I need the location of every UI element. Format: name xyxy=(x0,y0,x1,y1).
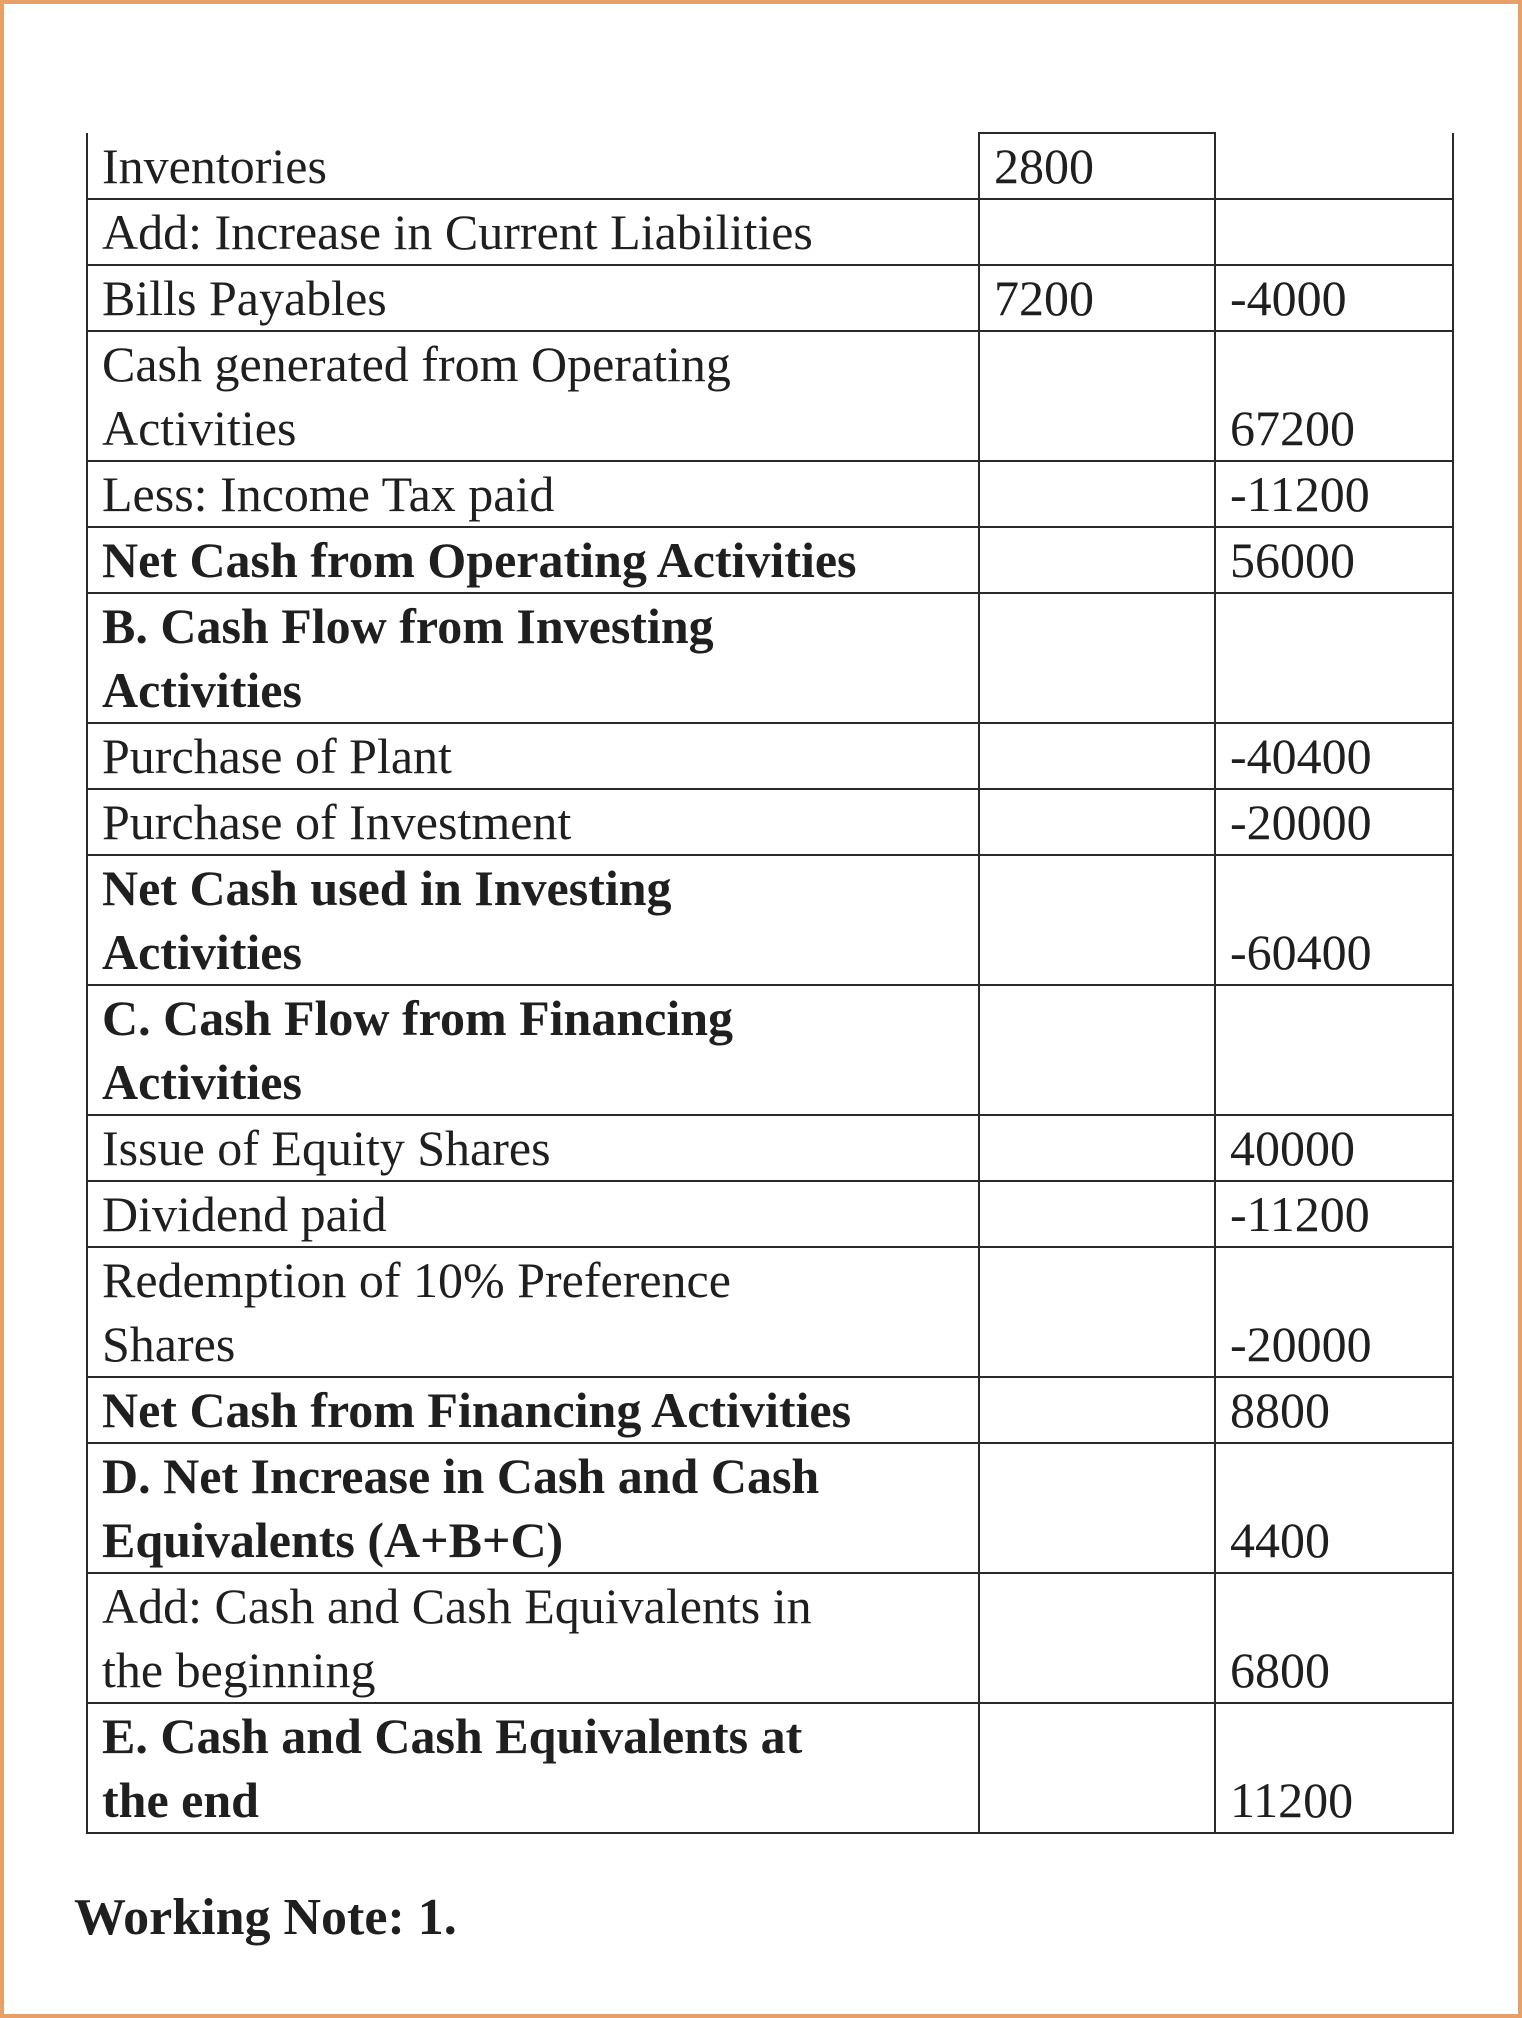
table-row xyxy=(87,1703,1453,1833)
row-amount xyxy=(1215,133,1453,199)
row-label: Issue of Equity Shares xyxy=(87,1115,979,1181)
table-row xyxy=(87,331,1453,461)
table-row xyxy=(87,1181,1453,1247)
row-mid-amount xyxy=(979,723,1215,789)
row-mid-amount xyxy=(979,1377,1215,1443)
row-mid-amount xyxy=(979,199,1215,265)
row-label: Dividend paid xyxy=(87,1181,979,1247)
table-row xyxy=(87,265,1453,331)
row-mid-amount: 7200 xyxy=(979,265,1215,331)
row-mid-amount xyxy=(979,789,1215,855)
row-mid-amount xyxy=(979,1443,1215,1573)
row-mid-amount xyxy=(979,593,1215,723)
table-row xyxy=(87,855,1453,985)
row-amount: 11200 xyxy=(1215,1703,1453,1833)
row-mid-amount xyxy=(979,855,1215,985)
row-mid-amount xyxy=(979,331,1215,461)
row-label: B. Cash Flow from Investing Activities xyxy=(87,593,979,723)
row-label: Net Cash from Operating Activities xyxy=(87,527,979,593)
row-mid-amount xyxy=(979,985,1215,1115)
row-amount: 4400 xyxy=(1215,1443,1453,1573)
table-row xyxy=(87,199,1453,265)
row-label: Net Cash used in Investing Activities xyxy=(87,855,979,985)
row-amount: -11200 xyxy=(1215,461,1453,527)
row-mid-amount: 2800 xyxy=(979,133,1215,199)
row-mid-amount xyxy=(979,1181,1215,1247)
table-row xyxy=(87,1573,1453,1703)
row-mid-amount xyxy=(979,1573,1215,1703)
row-amount: 8800 xyxy=(1215,1377,1453,1443)
table-row xyxy=(87,461,1453,527)
row-amount: -40400 xyxy=(1215,723,1453,789)
table-row xyxy=(87,789,1453,855)
row-label: Add: Increase in Current Liabilities xyxy=(87,199,979,265)
row-amount: 40000 xyxy=(1215,1115,1453,1181)
table-row xyxy=(87,527,1453,593)
row-label: E. Cash and Cash Equivalents at the end xyxy=(87,1703,979,1833)
table-row xyxy=(87,723,1453,789)
row-amount xyxy=(1215,199,1453,265)
table-row xyxy=(87,1115,1453,1181)
row-mid-amount xyxy=(979,1703,1215,1833)
table-row xyxy=(87,133,1453,199)
working-note-heading: Working Note: 1. xyxy=(74,1889,457,1946)
row-amount: -11200 xyxy=(1215,1181,1453,1247)
row-label: Cash generated from Operating Activities xyxy=(87,331,979,461)
row-amount: -20000 xyxy=(1215,1247,1453,1377)
row-amount: 56000 xyxy=(1215,527,1453,593)
row-label: Purchase of Plant xyxy=(87,723,979,789)
row-amount: -60400 xyxy=(1215,855,1453,985)
table-row xyxy=(87,593,1453,723)
row-label: C. Cash Flow from Financing Activities xyxy=(87,985,979,1115)
table-row xyxy=(87,985,1453,1115)
row-label: D. Net Increase in Cash and Cash Equivalents (A+B+C) xyxy=(87,1443,979,1573)
row-label: Less: Income Tax paid xyxy=(87,461,979,527)
row-label: Purchase of Investment xyxy=(87,789,979,855)
row-label: Inventories xyxy=(87,133,979,199)
row-mid-amount xyxy=(979,1247,1215,1377)
row-amount xyxy=(1215,985,1453,1115)
row-label: Redemption of 10% Preference Shares xyxy=(87,1247,979,1377)
row-amount: -20000 xyxy=(1215,789,1453,855)
row-label: Add: Cash and Cash Equivalents in the beginning xyxy=(87,1573,979,1703)
row-label: Net Cash from Financing Activities xyxy=(87,1377,979,1443)
row-label: Bills Payables xyxy=(87,265,979,331)
row-amount xyxy=(1215,593,1453,723)
row-amount: 67200 xyxy=(1215,331,1453,461)
table-row xyxy=(87,1443,1453,1573)
cash-flow-table xyxy=(86,132,1454,1834)
row-mid-amount xyxy=(979,527,1215,593)
cash-flow-table-body xyxy=(87,133,1453,1833)
row-amount: -4000 xyxy=(1215,265,1453,331)
row-amount: 6800 xyxy=(1215,1573,1453,1703)
table-row xyxy=(87,1377,1453,1443)
table-row xyxy=(87,1247,1453,1377)
row-mid-amount xyxy=(979,461,1215,527)
row-mid-amount xyxy=(979,1115,1215,1181)
